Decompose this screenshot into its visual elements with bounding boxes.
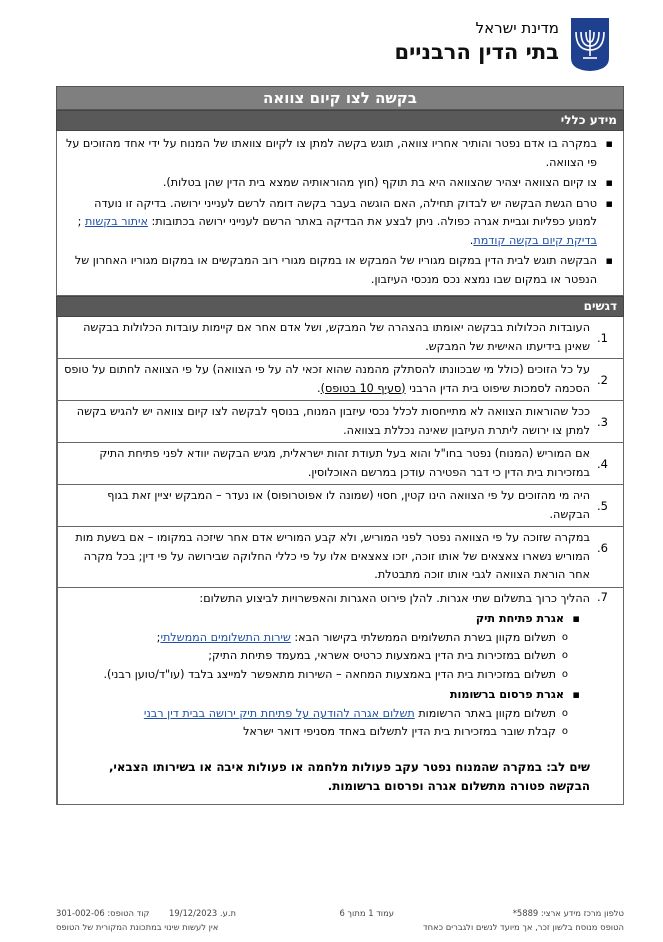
- publication-fee-link[interactable]: תשלום אגרה להודעה על פתיחת תיק ירושה בבית דין רבני: [143, 706, 415, 720]
- state-name: מדינת ישראל: [475, 19, 559, 37]
- list-item: o תשלום מקוון בשרת התשלומים הממשלתי בקישור הבא: שירות התשלומים הממשלתי;: [64, 629, 590, 648]
- note-row-fees: 7. ההליך כרוך בתשלום שתי אגרות. להלן פירוט האגרות והאפשרויות לביצוע התשלום: ▪ אגרת פתיחת תיק o תשלום מקוון בשרת התשלומים הממשלתי בקישור הבא: שירות התשלומים הממשלתי; o תשלום במזכירות בית הדין באמצעות כרטיס אשראי, במעמד פתיחת התיק; o תשלום במזכירות בית הדין באמצעות המחאה – השירות מתאפשר למייצג בלבד (עו"ד/טוען רבני). ▪ אגרת פרסום ברשומות o תשלום מקוון באתר הרשומות תשלום אגרה להודעה על פתיחת תיק ירושה בבית דין רבני o קבלת שובר במזכירות בית הדין לתשלום באחד מסניפי דואר ישראל שים לב: במקרה שהמנוח נפטר עקב פעולות מלחמה או פעולות איבה או בשירותו הצבאי, הבקשה פטורה מתשלום אגרה ופרסום ברשומות.: [56, 588, 624, 805]
- gender-note: הטופס מנוסח בלשון זכר, אך מיועד לנשים ולגברים כאחד: [423, 922, 624, 932]
- gov-payments-link[interactable]: שירות התשלומים הממשלתי: [160, 630, 291, 644]
- opening-fee-title: ▪ אגרת פתיחת תיק: [64, 610, 590, 629]
- inheritance-search-link[interactable]: איתור בקשות: [84, 215, 148, 228]
- courts-name: בתי הדין הרבניים: [394, 40, 559, 64]
- notes-header: דגשים: [56, 296, 624, 317]
- general-info-box: [56, 131, 624, 296]
- revision-date: ת.ע. 19/12/2023: [168, 908, 236, 918]
- note-row: 6. במקרה שזוכה על פי הצוואה נפטר לפני המוריש, ולא קבע המוריש אדם אחר שיזכה במקומו – אם בשעת מות המוריש נשארו צאצאים של אותו זוכה, יזכו צאצאים אלו על פי כללי החלוקה שבירושה על פי דין; בכל מקרה אחר הוראת הצוואה לגבי אותו זוכה מתבטלת.: [56, 527, 624, 588]
- page-number: עמוד 1 מתוך 6: [339, 908, 394, 918]
- info-phone: טלפון מרכז מידע ארצי: 5889*: [512, 908, 624, 918]
- list-item: o תשלום במזכירות בית הדין באמצעות המחאה – השירות מתאפשר למייצג בלבד (עו"ד/טוען רבני).: [64, 666, 590, 685]
- list-item: ▪ במקרה בו אדם נפטר והותיר אחריו צוואה, תוגש בקשה למתן צו לקיום צוואתו של המנוח על ידי אחד מהזוכים על פי הצוואה.: [63, 135, 597, 172]
- note-row: 4. אם המוריש (המנוח) נפטר בחו"ל והוא בעל תעודת זהות ישראלית, מגיש הבקשה יוודא לפני פתיחת התיק במזכירות בית הדין כי דבר הפטירה עודכן במרשם האוכלוסין.: [56, 443, 624, 485]
- note-row: 1. העובדות הכלולות בבקשה יאומתו בהצהרה של המבקש, ושל אדם אחר אם קיימות עובדות הכלולות בבקשה שאינן בידיעתו האישית של המבקש.: [56, 317, 624, 359]
- note-row: 5. היה מי מהזוכים על פי הצוואה הינו קטין, חסוי (שמונה לו אפוטרופוס) או נעדר – המבקש יציין זאת בגוף הבקשה.: [56, 485, 624, 527]
- list-item: o תשלום במזכירות בית הדין באמצעות כרטיס אשראי, במעמד פתיחת התיק;: [64, 647, 590, 666]
- fees-intro: ההליך כרוך בתשלום שתי אגרות. להלן פירוט האגרות והאפשרויות לביצוע התשלום:: [199, 591, 590, 605]
- page-title: בקשה לצו קיום צוואה: [56, 86, 624, 110]
- list-item: o תשלום מקוון באתר הרשומות תשלום אגרה להודעה על פתיחת תיק ירושה בבית דין רבני: [64, 705, 590, 724]
- list-item: ▪ טרם הגשת הבקשה יש לבדוק תחילה, האם הוגשה בעבר בקשה דומה לרשם לענייני ירושה. בדיקה זו נועדה למנוע כפליות וגביית אגרה כפולה. ניתן לבצע את הבדיקה באתר הרשם לענייני ירושה בכתובות: איתור בקשות ; בדיקת קיום בקשה קודמת.: [63, 195, 597, 251]
- list-item: o קבלת שובר במזכירות בית הדין לתשלום באחד מסניפי דואר ישראל: [64, 723, 590, 742]
- note-row: 2. על כל הזוכים (כולל מי שבכוונתו להסתלק מהמנה שהוא זכאי לה על פי הצוואה) על פי הצוואה לחתום על טופס הסכמה לסמכות שיפוט בית הדין הרבני (סעיף 10 בטופס).: [56, 359, 624, 401]
- header: [51, 14, 611, 74]
- state-emblem-icon: [569, 16, 611, 72]
- note-row: 3. ככל שהוראות הצוואה לא מתייחסות לכלל נכסי עיזבון המנוח, בנוסף לבקשה לצו קיום צוואה יש להגיש בקשה למתן צו ירושה ליתרת העיזבון שאינה נכללת בצוואה.: [56, 401, 624, 443]
- list-item: ▪ הבקשה תוגש לבית הדין במקום מגוריו של המבקש או במקום מגורי רוב המבקשים או במקום מגוריו האחרון של הנפטר או במקום שבו נמצא נכס מנכסי העיזבון.: [63, 252, 597, 289]
- no-change-note: אין לעשות שינוי במתכונת המקורית של הטופס: [56, 922, 219, 932]
- general-info-header: מידע כללי: [56, 110, 624, 131]
- exemption-note: שים לב: במקרה שהמנוח נפטר עקב פעולות מלחמה או פעולות איבה או בשירותו הצבאי, הבקשה פטורה מתשלום אגרה ופרסום ברשומות.: [108, 759, 590, 793]
- previous-request-check-link[interactable]: בדיקת קיום בקשה קודמת: [473, 233, 597, 247]
- list-item: ▪ צו קיום הצוואה יצהיר שהצוואה היא בת תוקף (חוץ מהוראותיה שמצא בית הדין שהן בטלות).: [63, 174, 597, 193]
- form-document: [56, 86, 624, 805]
- form-code: קוד הטופס: 301-002-06: [56, 908, 150, 918]
- publication-fee-title: ▪ אגרת פרסום ברשומות: [64, 686, 590, 705]
